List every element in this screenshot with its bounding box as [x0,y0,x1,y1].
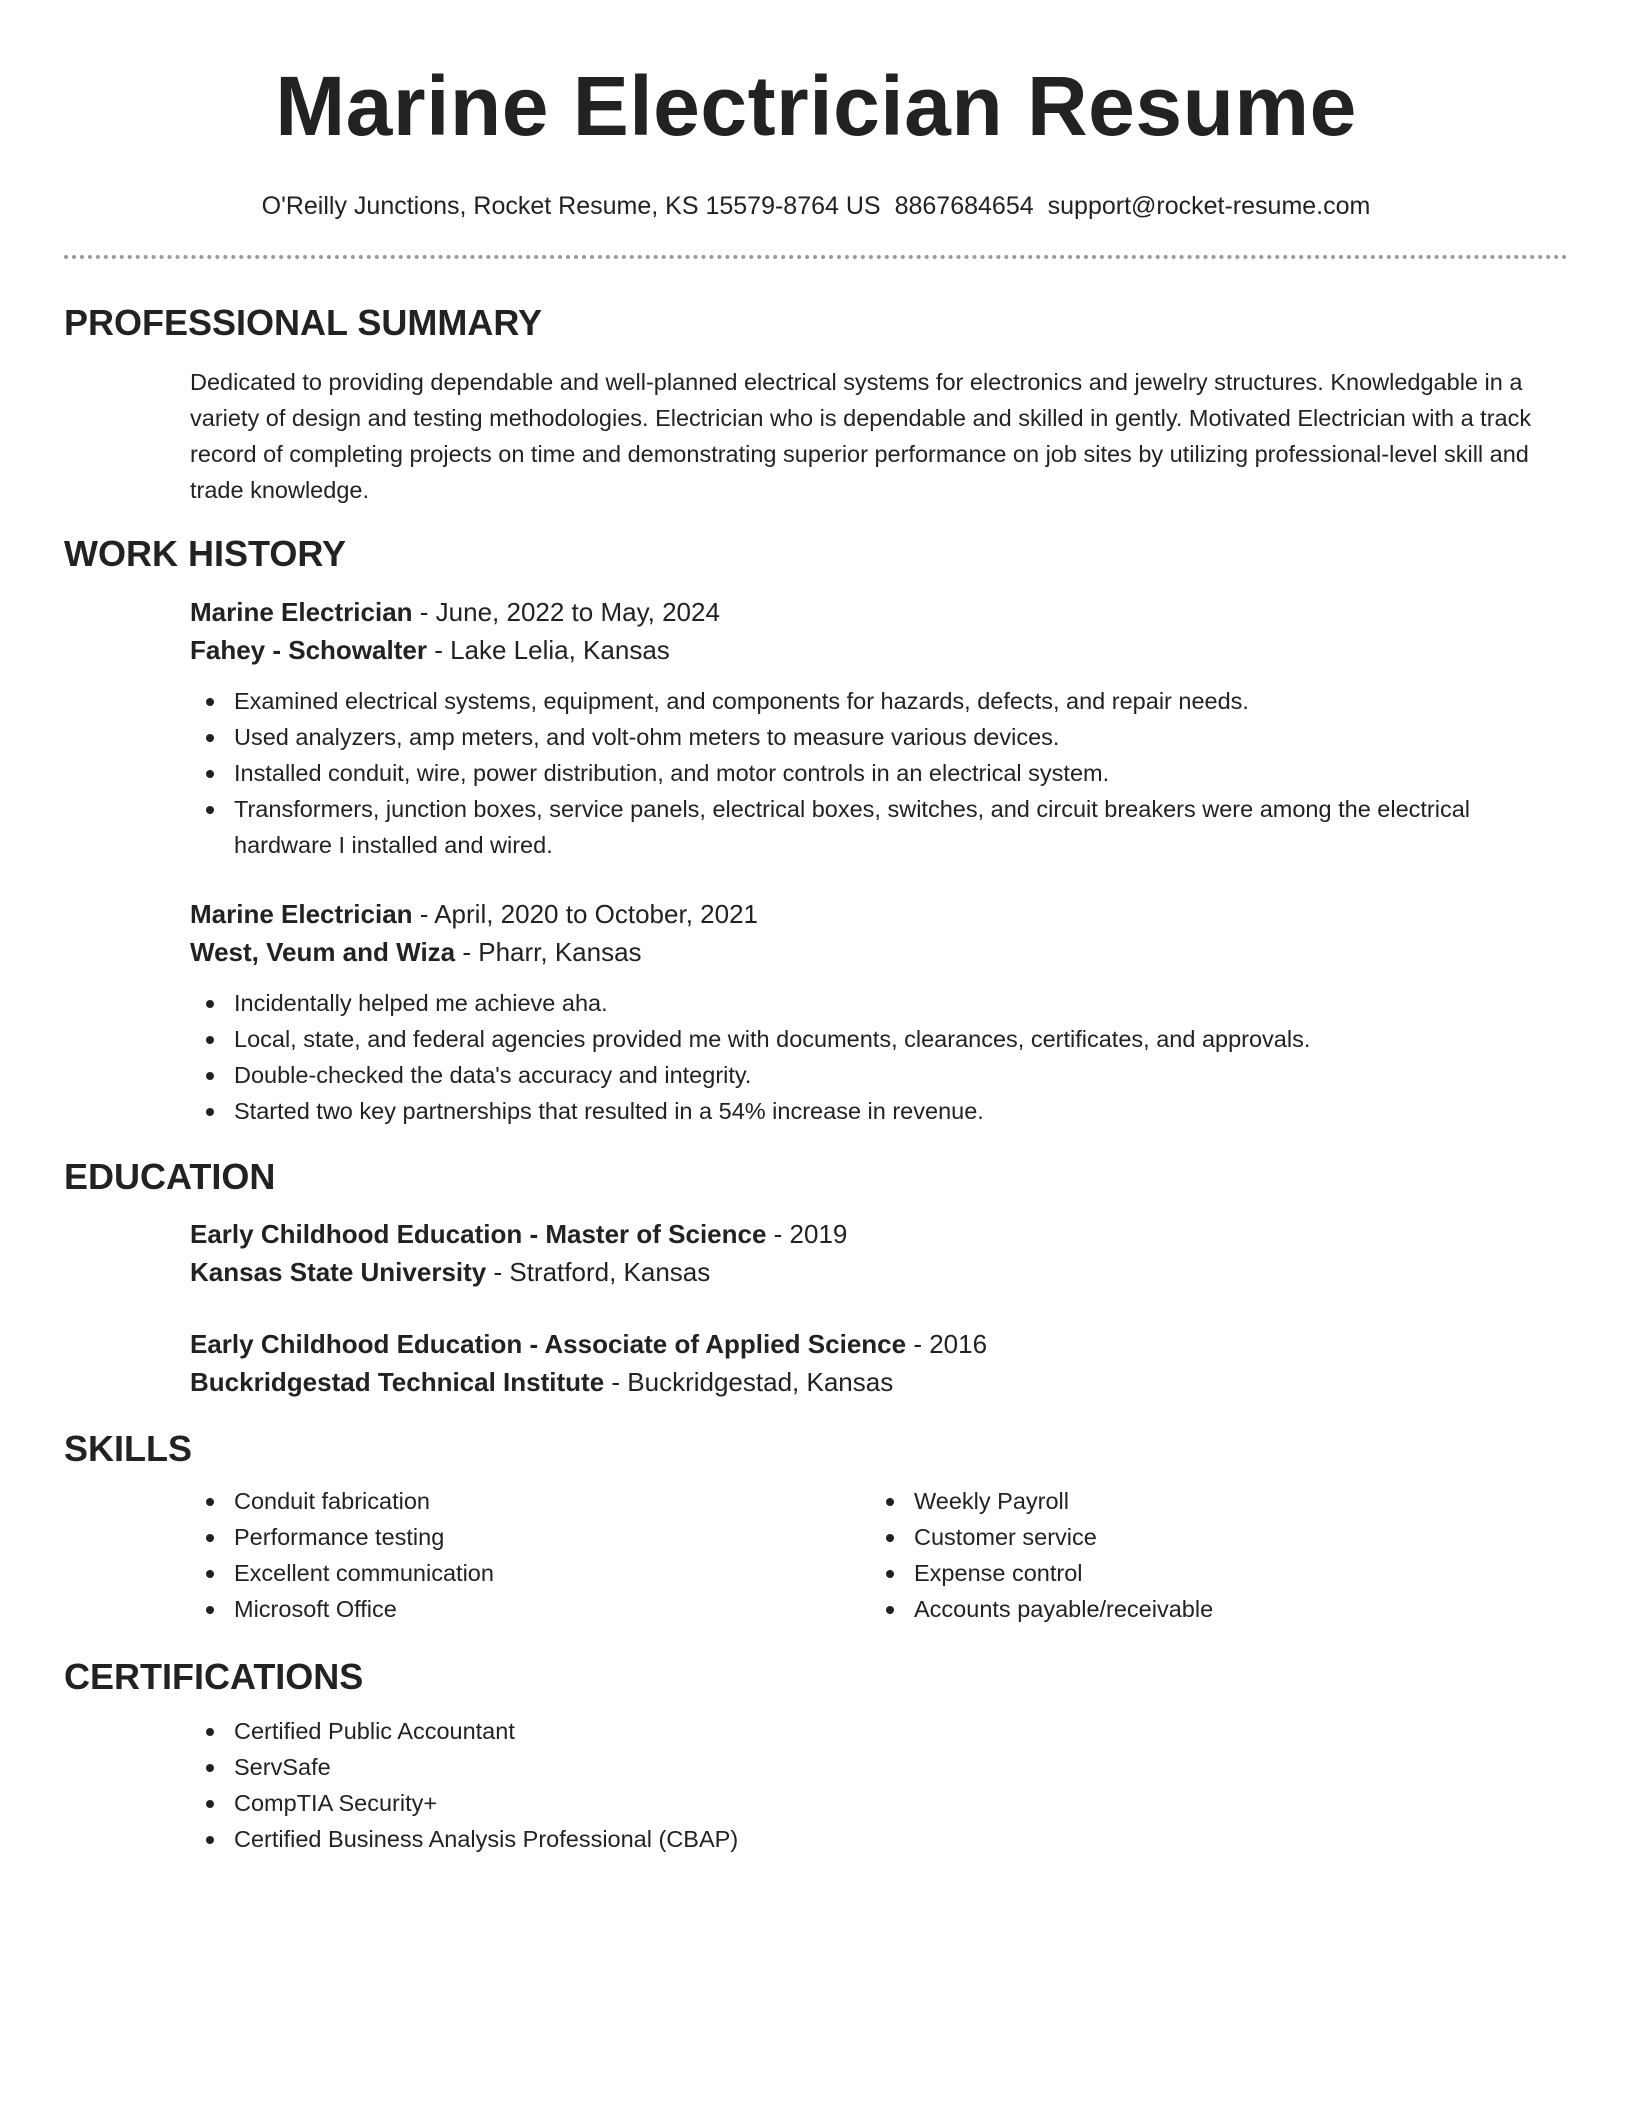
resume-page [64,0,1568,1857]
job-location: - Lake Lelia, Kansas [426,635,670,665]
list-item: CompTIA Security+ [190,1785,1568,1821]
job-title: Marine Electrician [190,899,413,929]
list-item: Expense control [870,1555,1550,1591]
list-item: Performance testing [190,1519,870,1555]
degree-year: - 2016 [906,1329,988,1359]
job-title-line [190,593,1568,631]
school-location: - Buckridgestad, Kansas [604,1367,894,1397]
list-item: Incidentally helped me achieve aha. [190,985,1568,1021]
school-location: - Stratford, Kansas [486,1257,711,1287]
list-item: Certified Business Analysis Professional (CBAP) [190,1821,1568,1857]
skills-list-right [870,1483,1550,1627]
list-item: Accounts payable/receivable [870,1591,1550,1627]
certifications-heading: CERTIFICATIONS [64,1656,364,1697]
job-entry [190,895,1568,1129]
header-divider [64,255,1568,259]
education-entry [190,1215,1568,1291]
job-company-line [190,933,1568,971]
list-item: ServSafe [190,1749,1568,1785]
list-item: Certified Public Accountant [190,1713,1568,1749]
job-location: - Pharr, Kansas [455,937,642,967]
summary-text: Dedicated to providing dependable and well-planned electrical systems for electronics and jewelry structures. Knowledgable in a variety of design and testing methodologies. Electrician who is dependable and skilled in gently. Motivated Electrician with a track record of completing projects on time and demonstrating superior performance on job sites by utilizing professional-level skill and trade knowledge. [190,369,1532,503]
job-bullets [190,683,1568,863]
contact-line [64,190,1568,222]
certifications-list [190,1713,1568,1857]
school: Buckridgestad Technical Institute [190,1367,605,1397]
list-item: Excellent communication [190,1555,870,1591]
education-entry [190,1325,1568,1401]
list-item: Transformers, junction boxes, service panels, electrical boxes, switches, and circuit breakers were among the electrical hardware I installed and wired. [190,791,1568,863]
list-item: Installed conduit, wire, power distribution, and motor controls in an electrical system. [190,755,1568,791]
degree-line [190,1325,1568,1363]
contact-address: O'Reilly Junctions, Rocket Resume, KS 15579-8764 US [261,192,881,220]
certifications-block [190,1713,1568,1857]
degree: Early Childhood Education - Associate of Applied Science [190,1329,907,1359]
list-item: Examined electrical systems, equipment, and components for hazards, defects, and repair needs. [190,683,1568,719]
list-item: Local, state, and federal agencies provided me with documents, clearances, certificates, and approvals. [190,1021,1568,1057]
degree: Early Childhood Education - Master of Science [190,1219,767,1249]
list-item: Weekly Payroll [870,1483,1550,1519]
skills-heading: SKILLS [64,1428,193,1469]
summary-heading: PROFESSIONAL SUMMARY [64,302,543,343]
job-dates: - April, 2020 to October, 2021 [412,899,758,929]
contact-email[interactable]: support@rocket-resume.com [1047,192,1371,220]
job-company: West, Veum and Wiza [190,937,456,967]
contact-phone: 8867684654 [894,192,1034,220]
degree-line [190,1215,1568,1253]
job-dates: - June, 2022 to May, 2024 [412,597,720,627]
school: Kansas State University [190,1257,487,1287]
education-heading: EDUCATION [64,1156,276,1197]
job-entry [190,593,1568,863]
job-bullets [190,985,1568,1129]
list-item: Double-checked the data's accuracy and integrity. [190,1057,1568,1093]
school-line [190,1253,1568,1291]
job-company-line [190,631,1568,669]
resume-title: Marine Electrician Resume [275,59,1357,153]
job-company: Fahey - Schowalter [190,635,427,665]
list-item: Conduit fabrication [190,1483,870,1519]
skills-columns [190,1471,1568,1627]
list-item: Started two key partnerships that resulted in a 54% increase in revenue. [190,1093,1568,1129]
degree-year: - 2019 [766,1219,848,1249]
list-item: Used analyzers, amp meters, and volt-ohm meters to measure various devices. [190,719,1568,755]
job-title: Marine Electrician [190,597,413,627]
list-item: Microsoft Office [190,1591,870,1627]
job-title-line [190,895,1568,933]
work-history-heading: WORK HISTORY [64,533,347,574]
skills-list-left [190,1483,870,1627]
school-line [190,1363,1568,1401]
list-item: Customer service [870,1519,1550,1555]
